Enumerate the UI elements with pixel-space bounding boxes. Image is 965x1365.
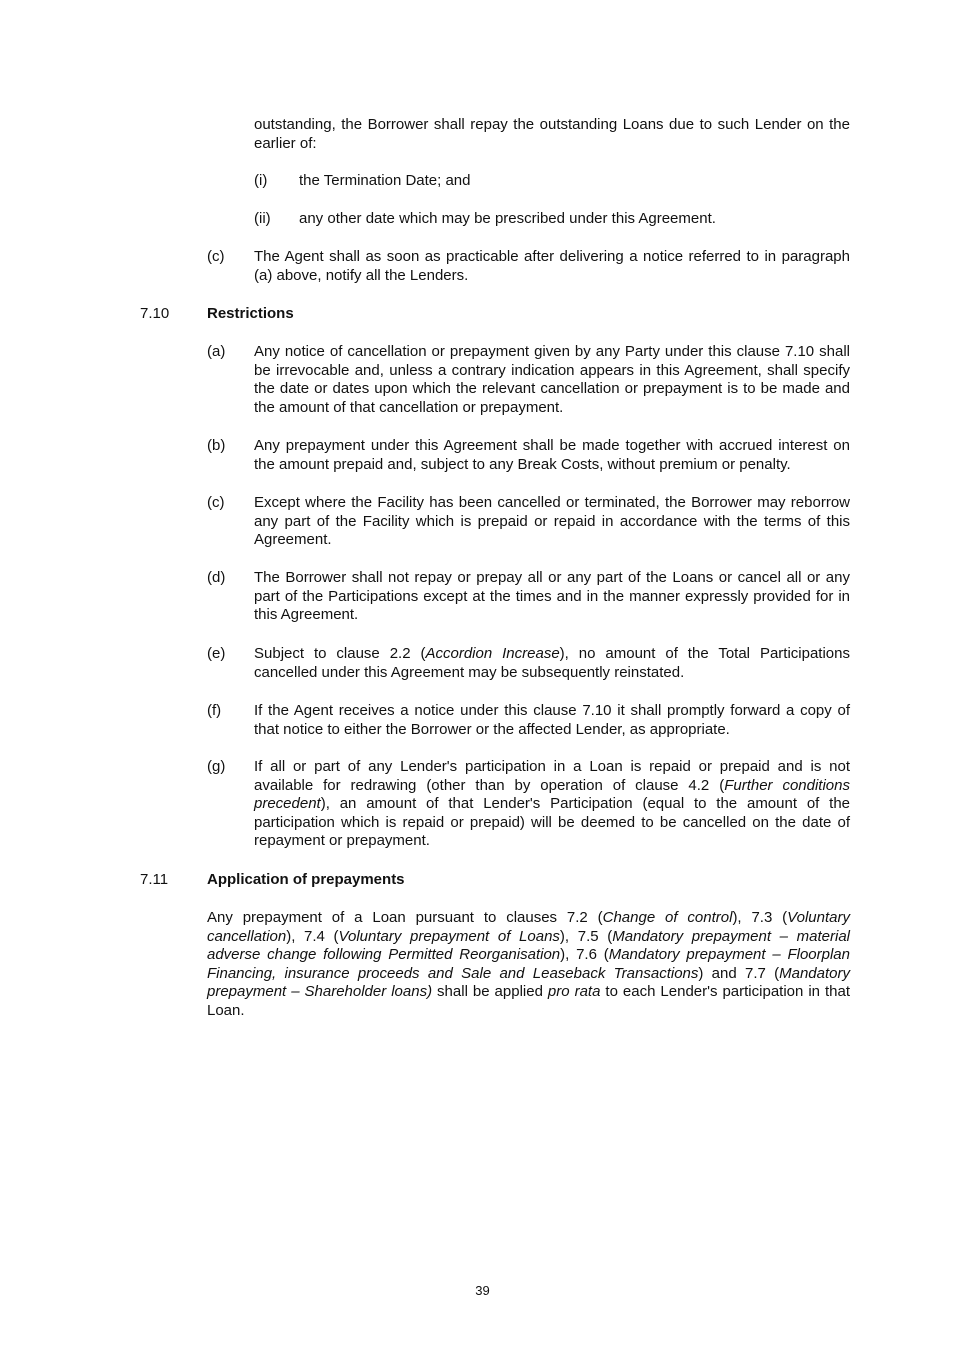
restriction-text-d: The Borrower shall not repay or prepay all or any part of the Loans or cancel all or any part of the Participations except at the times and in the manner expressly provided for in this Agreement. [254, 569, 850, 624]
restriction-label-b: (b) [207, 437, 226, 454]
restriction-text-g: If all or part of any Lender's participation in a Loan is repaid or prepaid and is not available for redrawing (other than by operation of clause 4.2 (Further conditions precedent), an amount of that Lender's Participation (equal to the amount of the participation which is repaid or prepaid) will be deemed to be cancelled on the date of repayment or prepayment. [254, 758, 850, 850]
page-number: 39 [475, 1283, 490, 1298]
restriction-label-c: (c) [207, 494, 225, 511]
application-paragraph: Any prepayment of a Loan pursuant to clauses 7.2 (Change of control), 7.3 (Voluntary cancellation), 7.4 (Voluntary prepayment of Loans), 7.5 (Mandatory prepayment – material adverse change following Permitted Reorganisation), 7.6 (Mandatory prepayment – Floorplan Financing, insurance proceeds and Sale and Leaseback Transactions) and 7.7 (Mandatory prepayment – Shareholder loans) shall be applied pro rata to each Lender's participation in that Loan. [207, 909, 850, 1019]
item-label-ii: (ii) [254, 210, 271, 227]
item-text-i: the Termination Date; and [299, 172, 471, 189]
restriction-text-e: Subject to clause 2.2 (Accordion Increase), no amount of the Total Participations cancelled under this Agreement may be subsequently reinstated. [254, 645, 850, 681]
continuation-paragraph: outstanding, the Borrower shall repay the outstanding Loans due to such Lender on the earlier of: [254, 116, 850, 152]
restriction-label-e: (e) [207, 645, 226, 662]
item-label-c: (c) [207, 248, 225, 265]
clause-heading-restrictions: Restrictions [207, 305, 294, 322]
clause-heading-application-of-prepayments: Application of prepayments [207, 871, 405, 888]
item-text-c: The Agent shall as soon as practicable after delivering a notice referred to in paragraph (a) above, notify all the Lenders. [254, 248, 850, 284]
restriction-text-f: If the Agent receives a notice under this clause 7.10 it shall promptly forward a copy of that notice to either the Borrower or the affected Lender, as appropriate. [254, 702, 850, 738]
restriction-label-g: (g) [207, 758, 226, 775]
item-label-i: (i) [254, 172, 268, 189]
clause-number-7-11: 7.11 [140, 871, 169, 888]
clause-number-7-10: 7.10 [140, 305, 170, 322]
restriction-label-d: (d) [207, 569, 226, 586]
restriction-text-b: Any prepayment under this Agreement shall be made together with accrued interest on the amount prepaid and, subject to any Break Costs, without premium or penalty. [254, 437, 850, 473]
restriction-label-f: (f) [207, 702, 222, 719]
restriction-label-a: (a) [207, 343, 226, 360]
item-text-ii: any other date which may be prescribed under this Agreement. [299, 210, 716, 227]
restriction-text-a: Any notice of cancellation or prepayment given by any Party under this clause 7.10 shall be irrevocable and, unless a contrary indication appears in this Agreement, shall specify the date or dates upon which the relevant cancellation or prepayment is to be made and the amount of that cancellation or prepayment. [254, 343, 850, 416]
restriction-text-c: Except where the Facility has been cancelled or terminated, the Borrower may reborrow any part of the Facility which is prepaid or repaid in accordance with the terms of this Agreement. [254, 494, 850, 549]
